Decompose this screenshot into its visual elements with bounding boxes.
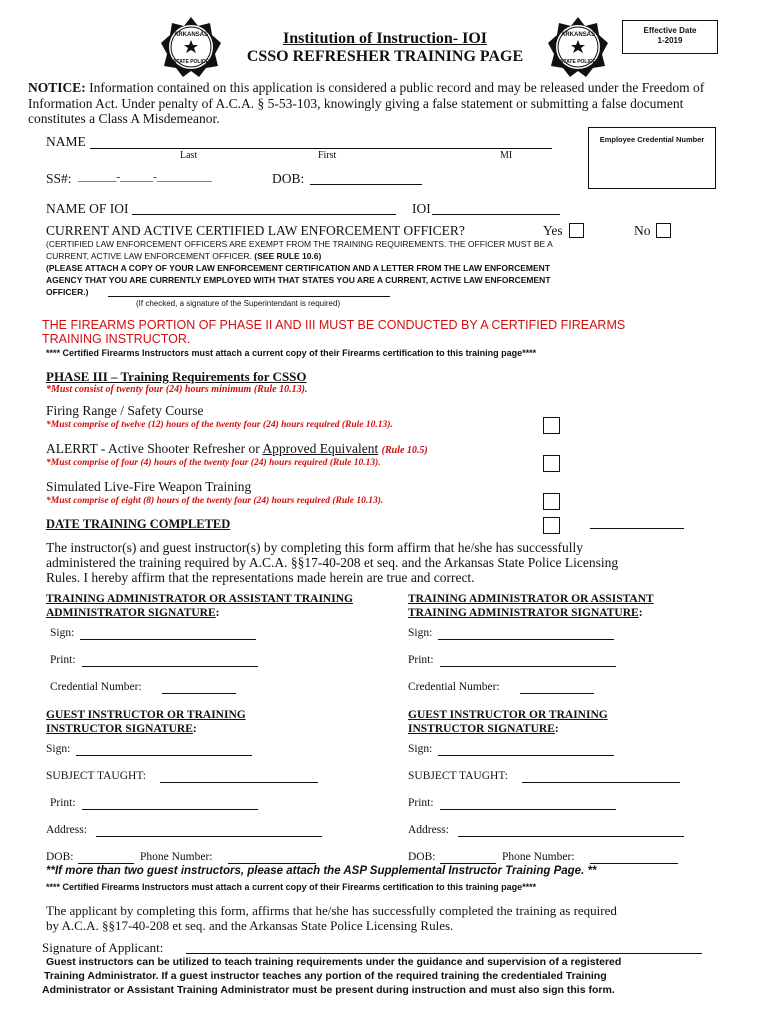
effective-date-box [622,20,718,54]
admin-heading-left-2: ADMINISTRATOR SIGNATURE [46,606,216,619]
firearms-warning-1: THE FIREARMS PORTION OF PHASE II AND III MUST BE CONDUCTED BY A CERTIFIED FIREARMS [42,318,626,332]
admin-heading-left: TRAINING ADMINISTRATOR OR ASSISTANT TRAINING ADMINISTRATOR SIGNATURE: [46,593,353,619]
guest-left-phone-field[interactable] [228,863,316,864]
first-label: First [318,150,337,161]
guest-heading-left: GUEST INSTRUCTOR OR TRAINING INSTRUCTOR SIGNATURE: [46,709,246,735]
dob-label: DOB: [272,171,305,186]
alerrt-checkbox[interactable] [543,455,560,472]
phase-item-2-label-b: Approved Equivalent [262,441,379,456]
admin-left-credential-label: Credential Number: [50,681,142,693]
affirm-line-3: Rules. I hereby affirm that the representations made herein are true and correct. [46,570,475,585]
guest-heading-left-1: GUEST INSTRUCTOR OR TRAINING [46,709,246,721]
admin-left-print-field[interactable] [82,666,258,667]
yes-checkbox[interactable] [569,223,584,238]
admin-right-credential-label: Credential Number: [408,681,500,693]
more-guest-note: **If more than two guest instructors, please attach the ASP Supplemental Instructor Training Page. ** [46,865,597,877]
date-completed-label: DATE TRAINING COMPLETED [46,517,231,531]
admin-right-print-field[interactable] [440,666,616,667]
admin-heading-right-2: TRAINING ADMINISTRATOR SIGNATURE [408,606,639,619]
guest-right-sign-field[interactable] [438,755,614,756]
admin-right-sign-field[interactable] [438,639,614,640]
arkansas-state-police-seal-icon [160,16,222,78]
guest-right-phone-field[interactable] [590,863,678,864]
svg-text:STATE POLICE: STATE POLICE [560,59,596,65]
guest-right-phone-label: Phone Number: [502,851,575,863]
guest-right-address-field[interactable] [458,836,684,837]
notice-paragraph [28,80,728,127]
guest-left-sign-label: Sign: [46,743,71,755]
guest-left-subject-label: SUBJECT TAUGHT: [46,770,146,782]
officer-note-3: (PLEASE ATTACH A COPY OF YOUR LAW ENFORCEMENT CERTIFICATION AND A LETTER FROM THE LAW ENFORCEMENT [46,263,551,273]
svg-text:ARKANSAS: ARKANSAS [173,32,209,38]
last-label: Last [180,150,198,161]
admin-heading-left-1: TRAINING ADMINISTRATOR OR ASSISTANT TRAINING [46,593,353,605]
mi-label: MI [500,150,513,161]
arkansas-state-police-seal-icon [547,16,609,78]
credential-number-label: Employee Credential Number [599,135,705,144]
phase-item-2-rule: (Rule 10.5) [381,445,428,456]
guest-left-phone-label: Phone Number: [140,851,213,863]
page-title: Institution of Instruction- IOI [282,30,488,47]
guest-right-address-label: Address: [408,824,449,836]
ss-field[interactable]: _______-______-__________ [78,171,212,183]
guest-left-print-label: Print: [50,797,76,809]
guest-heading-right: GUEST INSTRUCTOR OR TRAINING INSTRUCTOR SIGNATURE: [408,709,608,735]
phase-title: PHASE III – Training Requirements for CSSO [46,369,307,384]
guest-right-print-field[interactable] [440,809,616,810]
officer-note-4: AGENCY THAT YOU ARE CURRENTLY EMPLOYED WITH THAT STATES YOU ARE A CURRENT, ACTIVE LAW ENFORCEMENT [46,275,551,285]
applicant-signature-field[interactable] [186,953,702,954]
guest-heading-left-2: INSTRUCTOR SIGNATURE [46,722,193,735]
admin-right-credential-field[interactable] [520,693,594,694]
phase-item-2-label [46,441,428,457]
officer-note-2b: (SEE RULE 10.6) [254,251,322,261]
no-checkbox[interactable] [656,223,671,238]
officer-question: CURRENT AND ACTIVE CERTIFIED LAW ENFORCEMENT OFFICER? [46,223,465,238]
guest-heading-right-2: INSTRUCTOR SIGNATURE [408,722,555,735]
svg-text:STATE POLICE: STATE POLICE [173,59,209,65]
guest-rule-1: Guest instructors can be utilized to teach training requirements under the guidance and supervision of a registered [46,956,622,968]
officer-note-1: (CERTIFIED LAW ENFORCEMENT OFFICERS ARE EXEMPT FROM THE TRAINING REQUIREMENTS. THE OFFICER MUST BE A [46,239,553,249]
admin-left-sign-field[interactable] [80,639,256,640]
applicant-affirm-1: The applicant by completing this form, affirms that he/she has successfully completed the training as required [46,903,617,918]
guest-right-dob-field[interactable] [440,863,496,864]
officer-note-2a: CURRENT, ACTIVE LAW ENFORCEMENT OFFICER. [46,251,252,261]
applicant-signature-label: Signature of Applicant: [42,940,164,955]
name-field[interactable] [90,148,552,149]
admin-left-sign-label: Sign: [50,627,75,639]
guest-right-subject-label: SUBJECT TAUGHT: [408,770,508,782]
affirm-line-2: administered the training required by A.C.A. §§17-40-208 et seq. and the Arkansas State Police Licensing [46,555,619,570]
svg-text:ARKANSAS: ARKANSAS [560,32,596,38]
admin-right-print-label: Print: [408,654,434,666]
credential-number-box[interactable] [588,127,716,189]
live-fire-checkbox[interactable] [543,493,560,510]
phase-item-1-requirement: *Must comprise of twelve (12) hours of the twenty four (24) hours required (Rule 10.13). [46,420,393,430]
phase-item-3-label: Simulated Live-Fire Weapon Training [46,479,252,494]
guest-right-dob-label: DOB: [408,851,436,863]
guest-left-sign-field[interactable] [76,755,252,756]
phase-item-1-label: Firing Range / Safety Course [46,403,204,418]
guest-left-subject-field[interactable] [160,782,318,783]
guest-right-print-label: Print: [408,797,434,809]
guest-left-print-field[interactable] [82,809,258,810]
guest-left-dob-field[interactable] [78,863,134,864]
notice-lead: NOTICE: [28,80,86,95]
admin-left-credential-field[interactable] [162,693,236,694]
guest-rule-3: Administrator or Assistant Training Administrator must be present during instruction and must also sign this form. [42,984,615,996]
yes-label: Yes [543,223,563,238]
superintendent-signature-note: (If checked, a signature of the Superintendant is required) [136,299,341,308]
superintendent-signature-field[interactable] [108,296,390,297]
seal-left [160,16,222,78]
name-label: NAME [46,134,86,149]
date-completed-field[interactable] [590,528,684,529]
admin-left-print-label: Print: [50,654,76,666]
page-subtitle: CSSO REFRESHER TRAINING PAGE [246,48,524,65]
effective-date-label: Effective Date [643,26,697,35]
guest-heading-right-1: GUEST INSTRUCTOR OR TRAINING [408,709,608,721]
ioi-name-field[interactable] [132,214,396,215]
no-label: No [634,223,651,238]
ioi-label: IOI [412,201,431,216]
phase-requirement: *Must consist of twenty four (24) hours minimum (Rule 10.13). [46,384,308,395]
officer-note-2 [46,251,321,261]
firing-range-checkbox[interactable] [543,417,560,434]
guest-right-subject-field[interactable] [522,782,680,783]
admin-heading-right: TRAINING ADMINISTRATOR OR ASSISTANT TRAINING ADMINISTRATOR SIGNATURE: [408,593,654,619]
officer-note-5: OFFICER.) [46,287,89,297]
admin-right-sign-label: Sign: [408,627,433,639]
phase-item-2-label-a: ALERRT - Active Shooter Refresher or [46,441,263,456]
phase-item-3-requirement: *Must comprise of eight (8) hours of the twenty four (24) hours required (Rule 10.13). [46,496,384,506]
affirm-line-1: The instructor(s) and guest instructor(s) by completing this form affirm that he/she has successfully [46,540,584,555]
admin-heading-right-1: TRAINING ADMINISTRATOR OR ASSISTANT [408,593,654,605]
footer-firearms-note: **** Certified Firearms Instructors must attach a current copy of their Firearms certification to this training page**** [46,882,537,892]
dob-field[interactable] [310,184,422,185]
ss-label: SS#: [46,171,72,186]
guest-left-address-field[interactable] [96,836,322,837]
guest-right-sign-label: Sign: [408,743,433,755]
applicant-affirm-2: by A.C.A. §§17-40-208 et seq. and the Arkansas State Police Licensing Rules. [46,918,454,933]
notice-text: Information contained on this application is considered a public record and may be released under the Freedom of Information Act. Under penalty of A.C.A. § 5-53-103, knowingly giving a false statement or submitting a false document constitutes a Class A Misdemeanor. [28,80,705,126]
phase-item-2-requirement: *Must comprise of four (4) hours of the twenty four (24) hours required (Rule 10.13). [46,458,381,468]
date-completed-checkbox[interactable] [543,517,560,534]
firearms-note: **** Certified Firearms Instructors must attach a current copy of their Firearms certification to this training page**** [46,348,537,358]
ioi-field[interactable] [432,214,560,215]
ioi-name-label: NAME OF IOI [46,201,129,216]
seal-right [547,16,609,78]
guest-rule-2: Training Administrator. If a guest instructor teaches any portion of the required training the credentialed Training [44,970,607,982]
firearms-warning-2: TRAINING INSTRUCTOR. [42,332,191,346]
effective-date-value: 1-2019 [657,36,683,45]
guest-left-dob-label: DOB: [46,851,74,863]
guest-left-address-label: Address: [46,824,87,836]
